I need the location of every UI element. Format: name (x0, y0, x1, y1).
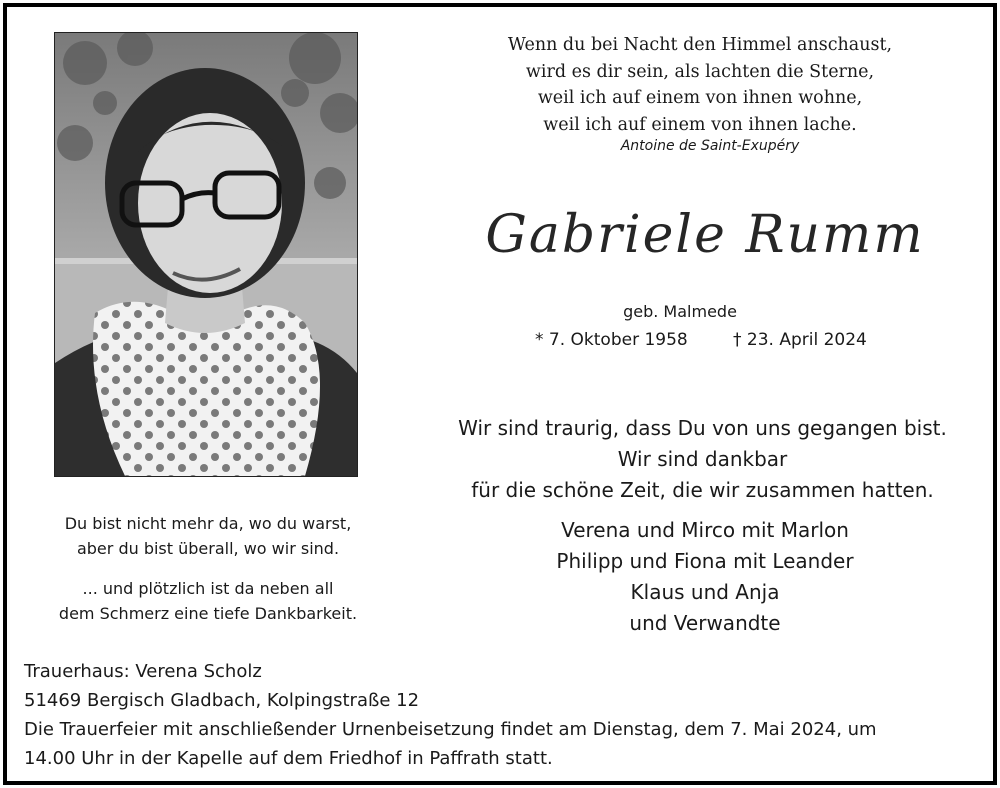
funeral-info (24, 657, 974, 773)
family-list (480, 515, 930, 639)
quote-author: Antoine de Saint-Exupéry (620, 138, 800, 154)
left-verse-1 (28, 511, 388, 561)
left-verse-2 (28, 576, 388, 626)
birth-date: * 7. Oktober 1958 (535, 330, 688, 350)
quote-line: weil ich auf einem von ihnen lache. (543, 114, 857, 135)
birth-name: geb. Malmede (623, 302, 737, 321)
family-line: Klaus und Anja (630, 580, 780, 604)
family-line: Verena und Mirco mit Marlon (561, 518, 849, 542)
address: 51469 Bergisch Gladbach, Kolpingstraße 12 (24, 690, 420, 711)
ceremony-line: 14.00 Uhr in der Kapelle auf dem Friedhof in Paffrath statt. (24, 748, 553, 769)
deceased-name: Gabriele Rumm (485, 205, 925, 265)
death-date: † 23. April 2024 (733, 330, 867, 350)
mourning-house: Trauerhaus: Verena Scholz (24, 661, 262, 682)
family-line: und Verwandte (629, 611, 781, 635)
ceremony-line: Die Trauerfeier mit anschließender Urnenbeisetzung findet am Dienstag, dem 7. Mai 2024, um (24, 719, 877, 740)
verse-line: Du bist nicht mehr da, wo du warst, (64, 514, 352, 533)
quote-line: Wenn du bei Nacht den Himmel anschaust, (507, 35, 893, 55)
message-line: Wir sind traurig, dass Du von uns gegangen bist. (458, 416, 947, 440)
quote-text (460, 32, 940, 138)
quote-line: wird es dir sein, als lachten die Sterne, (525, 61, 875, 82)
verse-line: aber du bist überall, wo wir sind. (76, 539, 340, 558)
verse-line: dem Schmerz eine tiefe Dankbarkeit. (58, 604, 358, 623)
message-text (420, 413, 985, 506)
message-line: Wir sind dankbar (617, 447, 788, 471)
portrait-photo (54, 32, 358, 477)
family-line: Philipp und Fiona mit Leander (556, 549, 854, 573)
message-line: für die schöne Zeit, die wir zusammen hatten. (471, 478, 934, 502)
verse-line: ... und plötzlich ist da neben all (82, 579, 334, 598)
quote-line: weil ich auf einem von ihnen wohne, (537, 88, 863, 108)
